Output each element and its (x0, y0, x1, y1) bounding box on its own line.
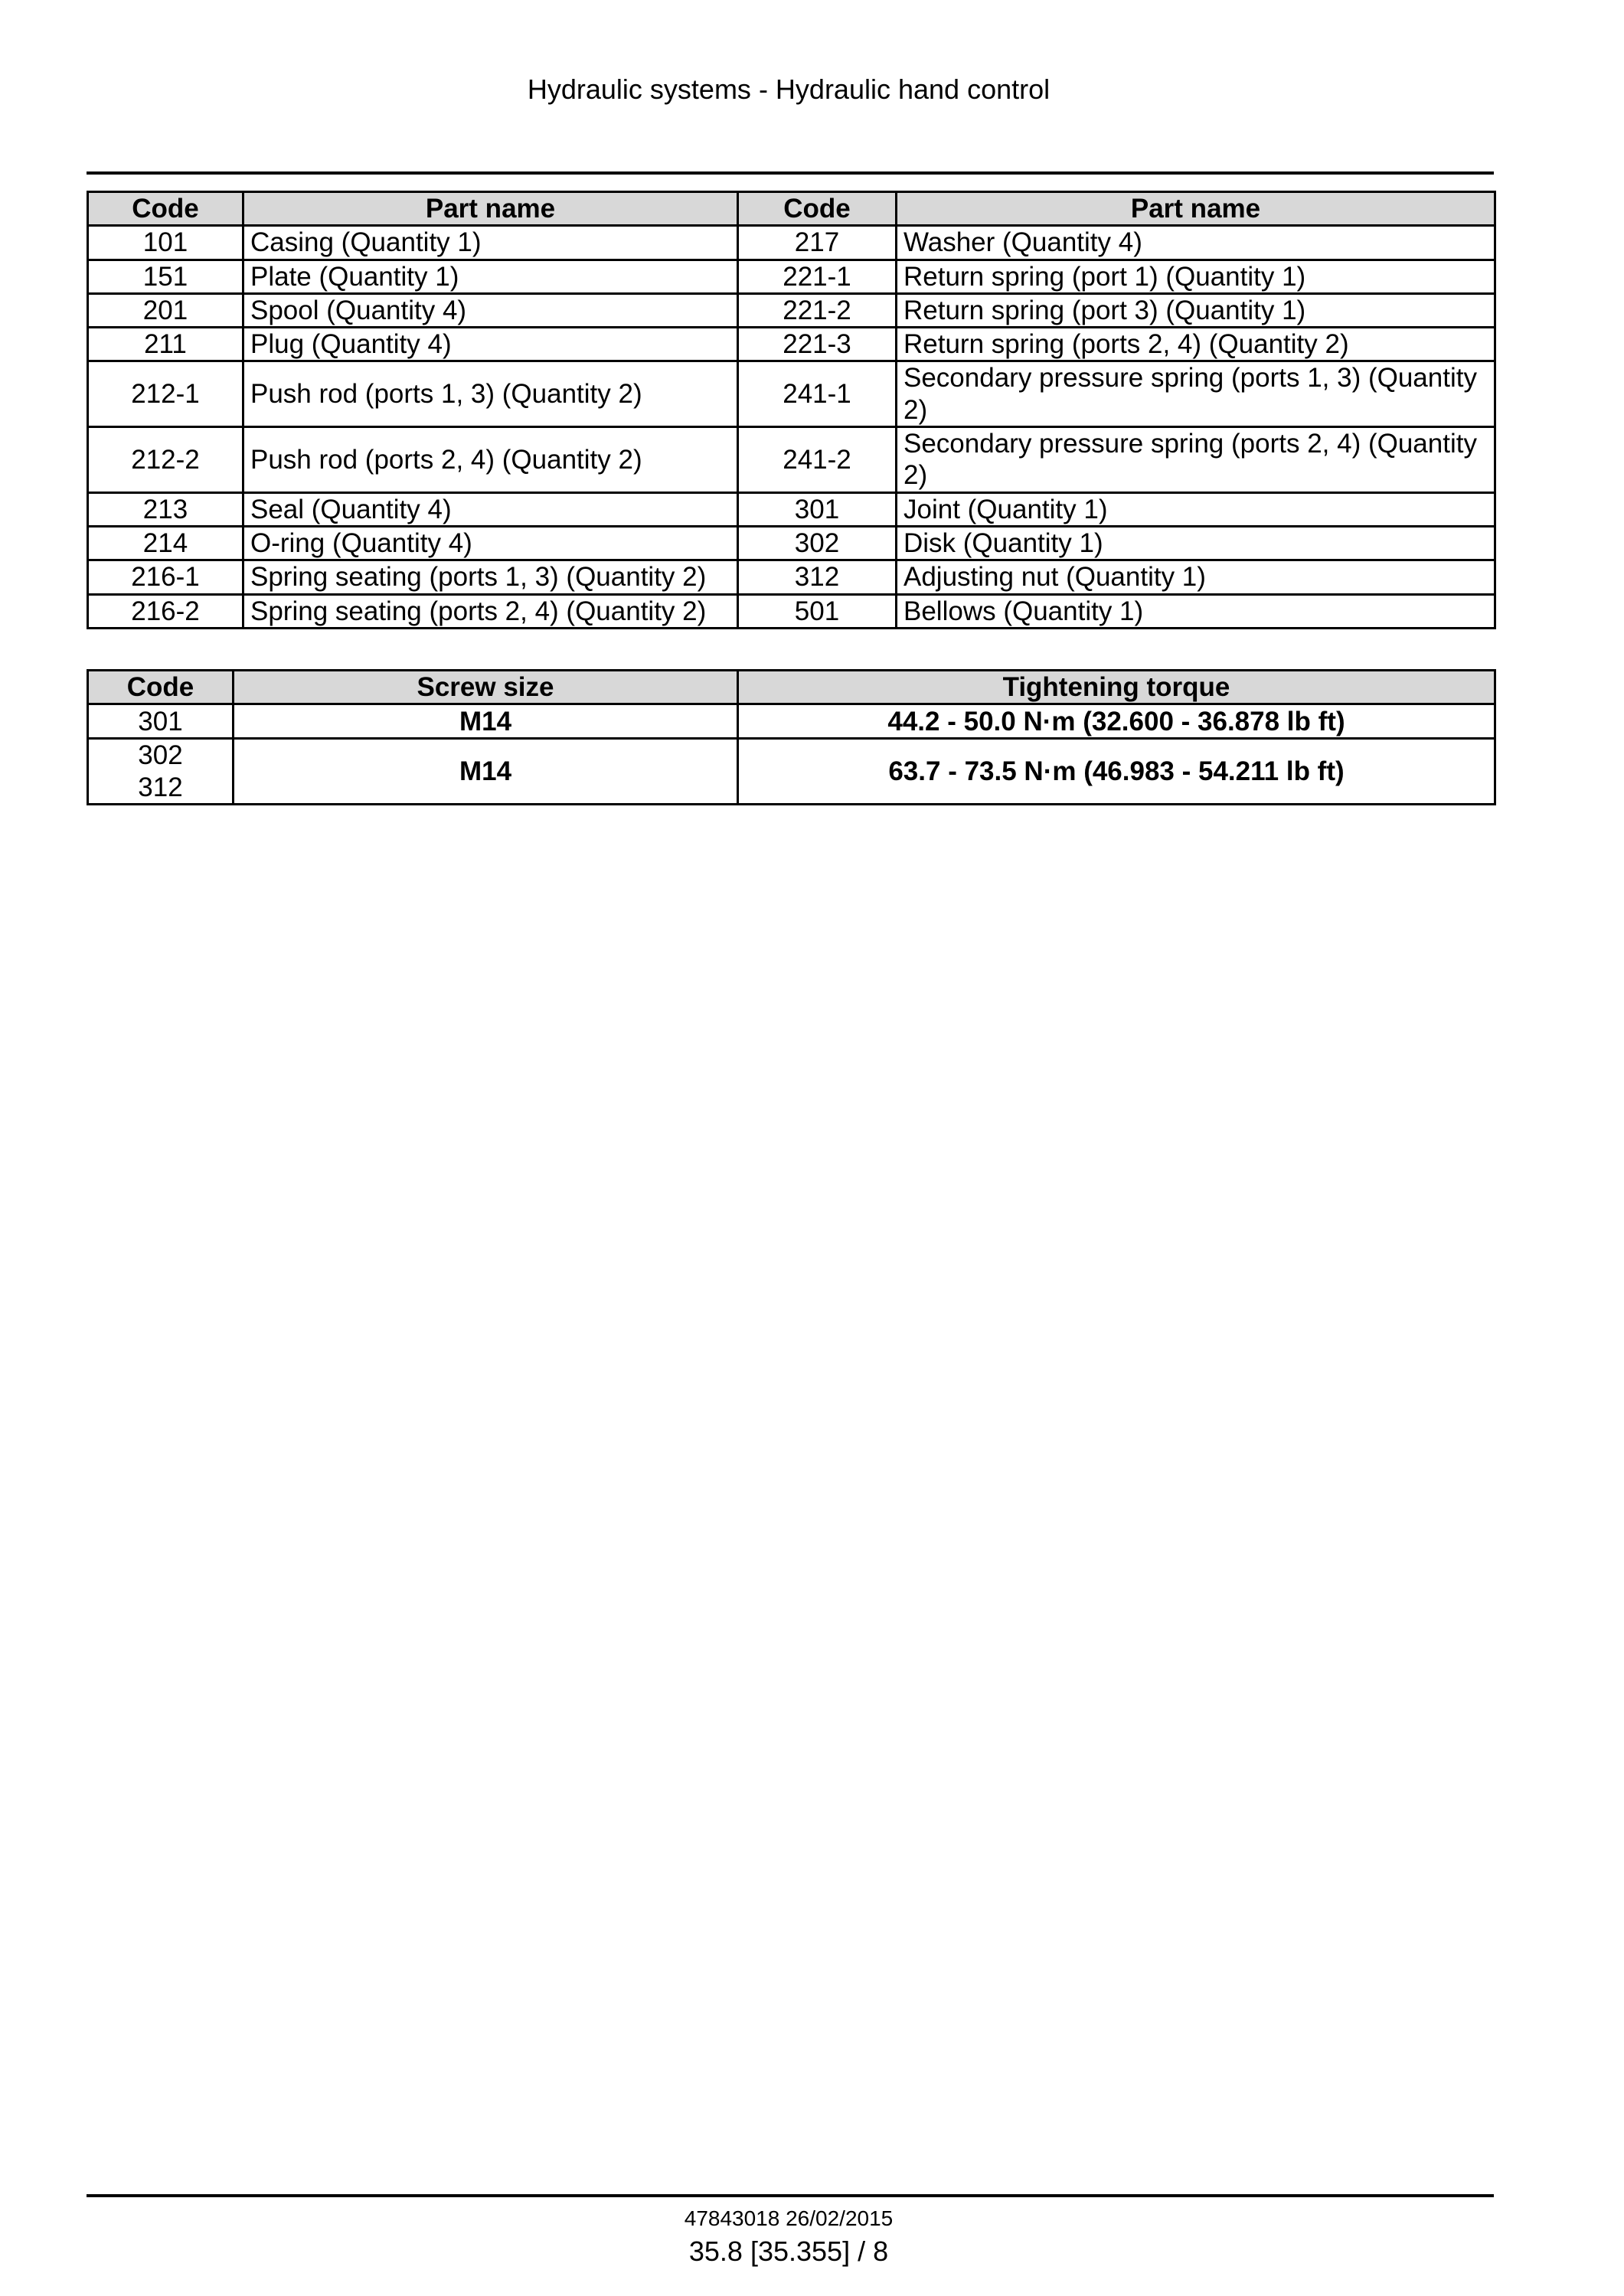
part-name: Return spring (port 3) (Quantity 1) (897, 293, 1495, 327)
part-code: 101 (88, 226, 243, 260)
part-name: Return spring (port 1) (Quantity 1) (897, 260, 1495, 293)
part-name: Adjusting nut (Quantity 1) (897, 560, 1495, 594)
part-code: 501 (738, 594, 897, 628)
part-code: 302 (738, 526, 897, 560)
screw-size: M14 (234, 704, 738, 739)
table-row (88, 594, 1495, 628)
part-code: 221-2 (738, 293, 897, 327)
part-code: 201 (88, 293, 243, 327)
column-header-code: Code (88, 671, 234, 704)
table-row (88, 328, 1495, 361)
screw-size: M14 (234, 739, 738, 805)
part-name: Spring seating (ports 2, 4) (Quantity 2) (243, 594, 738, 628)
torque-table (87, 669, 1496, 805)
part-name: Disk (Quantity 1) (897, 526, 1495, 560)
screw-code: 301 (88, 704, 234, 739)
document-reference: 47843018 26/02/2015 (684, 2206, 894, 2230)
table-row (88, 260, 1495, 293)
part-code: 216-2 (88, 594, 243, 628)
part-code: 211 (88, 328, 243, 361)
parts-table (87, 191, 1496, 629)
part-name: Seal (Quantity 4) (243, 492, 738, 526)
part-name: Secondary pressure spring (ports 2, 4) (Quantity 2) (897, 427, 1495, 493)
column-header-tightening-torque: Tightening torque (738, 671, 1495, 704)
part-code: 217 (738, 226, 897, 260)
part-name: Joint (Quantity 1) (897, 492, 1495, 526)
part-name: Return spring (ports 2, 4) (Quantity 2) (897, 328, 1495, 361)
part-code: 151 (88, 260, 243, 293)
screw-code: 302 (138, 740, 183, 771)
part-name: Bellows (Quantity 1) (897, 594, 1495, 628)
table-row (88, 427, 1495, 493)
part-code: 221-3 (738, 328, 897, 361)
column-header-part-name: Part name (897, 192, 1495, 226)
part-name: Plug (Quantity 4) (243, 328, 738, 361)
column-header-part-name: Part name (243, 192, 738, 226)
table-row (88, 361, 1495, 427)
column-header-screw-size: Screw size (234, 671, 738, 704)
header-divider (87, 171, 1494, 175)
table-row (88, 526, 1495, 560)
part-code: 214 (88, 526, 243, 560)
column-header-code: Code (738, 192, 897, 226)
part-code: 213 (88, 492, 243, 526)
tightening-torque: 44.2 - 50.0 N·m (32.600 - 36.878 lb ft) (738, 704, 1495, 739)
part-name: Plate (Quantity 1) (243, 260, 738, 293)
part-name: Secondary pressure spring (ports 1, 3) (Quantity 2) (897, 361, 1495, 427)
part-code: 216-1 (88, 560, 243, 594)
screw-code: 312 (138, 772, 183, 802)
part-code: 221-1 (738, 260, 897, 293)
page-number: 35.8 [35.355] / 8 (688, 2236, 889, 2267)
tightening-torque: 63.7 - 73.5 N·m (46.983 - 54.211 lb ft) (738, 739, 1495, 805)
part-name: O-ring (Quantity 4) (243, 526, 738, 560)
table-row (88, 293, 1495, 327)
screw-codes (88, 739, 234, 805)
column-header-code: Code (88, 192, 243, 226)
part-name: Spool (Quantity 4) (243, 293, 738, 327)
table-row (88, 492, 1495, 526)
table-row (88, 226, 1495, 260)
part-name: Spring seating (ports 1, 3) (Quantity 2) (243, 560, 738, 594)
table-row (88, 704, 1495, 739)
table-row (88, 560, 1495, 594)
part-code: 241-2 (738, 427, 897, 493)
part-name: Push rod (ports 2, 4) (Quantity 2) (243, 427, 738, 493)
torque-table-header-row (88, 671, 1495, 704)
part-code: 212-2 (88, 427, 243, 493)
parts-table-header-row (88, 192, 1495, 226)
part-name: Push rod (ports 1, 3) (Quantity 2) (243, 361, 738, 427)
table-row (88, 739, 1495, 805)
part-code: 212-1 (88, 361, 243, 427)
part-code: 301 (738, 492, 897, 526)
part-name: Washer (Quantity 4) (897, 226, 1495, 260)
page-title: Hydraulic systems - Hydraulic hand control (527, 73, 1051, 105)
footer-divider (87, 2194, 1494, 2197)
part-name: Casing (Quantity 1) (243, 226, 738, 260)
part-code: 241-1 (738, 361, 897, 427)
part-code: 312 (738, 560, 897, 594)
